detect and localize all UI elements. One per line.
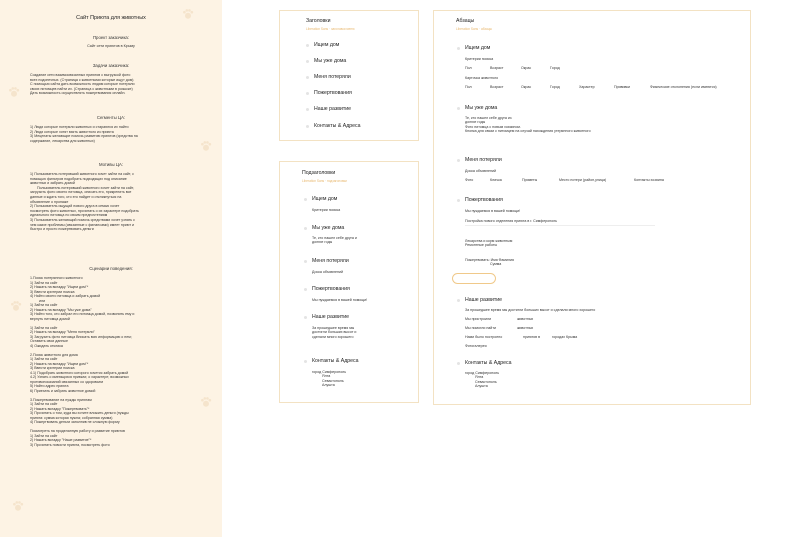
card-title: Заголовки (306, 18, 331, 24)
motives-text: 1) Пользователь потерявший животного хочет зайти на сайт, с помощью фильтров подобрать подходящих под описание животных и забрать домой Пользователь потерявший животного хочет зайти на сайт, загрузить фото своего питомца, описать его, прикрепить все данные и ждать того, кто его найдет и откликнуться на объявление о пропаже 2) Пользователь ищущий нового друга в семью хочет посмотреть фото животных, прочитать о их характере подобрать идеального питомца по своим предпочтениям 3) Пользователь желающий помочь средствами хочет узнать с чем какие проблемы (связанные с финансами) имеет приют и быстро и просто пожертвовать деньги (30, 172, 139, 232)
donation-items: Лекарства и корм животным Ремонтные работы (465, 239, 513, 248)
heading-item: Контакты & Адреса (314, 123, 361, 129)
ad-field: Кличка (490, 178, 502, 182)
heading-item: Наше развитие (314, 106, 352, 112)
filter-age: Возраст (490, 66, 504, 70)
subheading: Наше развитие (312, 314, 350, 320)
section-heading: Меня потеряли (465, 157, 502, 163)
subheading: Ищем дом (312, 196, 338, 202)
heading-item: Меня потеряли (314, 74, 351, 80)
subheading-text: Мы нуждаемся в вашей помощи! (312, 298, 368, 302)
segments-text: 1) Люди которые потеряли животных и стараются их найти 2) Люди которые хотят взять животного из приюта 3) Меценаты желающие помочь развитию приютов (средства на содержание, лекарства для животных) (30, 125, 138, 143)
ad-field: Приметы (522, 178, 538, 182)
section-heading: Ищем дом (465, 45, 491, 51)
donation-need: Мы нуждаемся в вашей помощи! (465, 209, 521, 213)
donation-form: Пожертвовать: Имя Фамилия Сумма (465, 258, 514, 267)
scenarios-heading: Сценарии поведения: (89, 266, 133, 271)
section-heading: Наше развитие (465, 297, 503, 303)
card-field: Окрас (521, 85, 532, 89)
paw-icon (12, 500, 24, 512)
subheading-text: Доска объявлений (312, 270, 343, 274)
subheadings-card (279, 161, 419, 403)
paragraphs-card (433, 10, 751, 405)
criteria-label: Критерии поиска (465, 57, 494, 61)
motives-heading: Мотивы ЦА: (98, 162, 124, 167)
card-field: Город (550, 85, 560, 89)
donation-target: Постройка нового отделения приюта в г. Симферополь (465, 219, 558, 223)
section-text: город Симферополь Ялта Севастополь Алушта (465, 371, 500, 389)
scenarios-text: 1.Поиск потерянного животного 1) Зайти на сайт 2) Нажать на вкладку "Ищем дом"* 3) Ввести критерии поиска 4) Найти своего питомца и забрать домой или 1) Зайти на сайт 2) Нажать на вкладку "Мы уже дома" 3) Найти того, кто забрал его питомца домой, позвонить ему и вернуть питомца домой 1) Зайти на сайт 2) Нажать на вкладку "Меня потеряли" 3) Загрузить фото питомца Вписать всю информацию о нем; Оставить свои данные 4) Ожидать отклика 2.Поиск животного для дома 1) Зайти на сайт 2) Нажать на вкладку "Ищем дом"* 3) Ввести критерии поиска 4.1) Подобрать животного которого хочется забрать домой 4.2) Узнать о имеющихся привках; о характере; возможных противопоказаний связанных со здоровьем 5) Найти адрес приюта 6) Приехать и забрать животное домой 3.Пожертвование на нужды приютам 1) Зайти на сайт 2) Нажать вкладку "Пожертвовать"* 3) Прочитать о том, куда вы хотите вложить деньги (нужды приюта: сумма которая нужна; собранная сумма) 4) Пожертвовать деньги заполнив не сложную форму Посмотреть на проделанную работу и развитие приютов 1) Зайти на сайт 2) Нажать вкладку "Наше развитие"* 3) Прочитать новости приюта, посмотреть фото (30, 276, 135, 447)
subheading-text: город Симферополь Ялта Севастополь Алушта (312, 370, 347, 388)
card-field: Прививки (614, 85, 630, 89)
stat-unit: животных (517, 317, 534, 321)
paw-icon (8, 86, 20, 98)
subheading-text: За прошедшее время мы достигли больших высот и сделали много хорошего (312, 326, 357, 339)
filter-color: Окрас (521, 66, 532, 70)
heading-item: Пожертвования (314, 90, 352, 96)
section-text: Доска объявлений (465, 169, 496, 173)
card-field: Характер (579, 85, 595, 89)
ad-field: Место потери (район,улица) (559, 178, 607, 182)
donate-button[interactable] (452, 273, 496, 284)
heading-item: Мы уже дома (314, 58, 347, 64)
subheading: Меня потеряли (312, 258, 349, 264)
ad-field: Фото (465, 178, 474, 182)
section-heading: Контакты & Адреса (465, 360, 512, 366)
section-heading: Пожертвования (465, 197, 503, 203)
card-field: Пол (465, 85, 472, 89)
card-title: Абзацы (456, 18, 475, 24)
page-title: Сайт Приюта для животных (76, 15, 146, 21)
section-text: Те, кто нашел себе друга из долгие годы Фото питомца с новым хозяином. Кнопка для связи с питомцем на случай нахождения утерянного животного (465, 116, 591, 134)
tasks-text: Создание сети взаимосвязанных приютов с выгрузкой фото всех подопечных. (Страница с животными которые ищут дом) С помощью сайта дать возможность людям которые потеряли своих питомцев найти их. (Страница с животными в розыске) Дать возможность осуществлять пожертвования онлайн. (30, 73, 135, 96)
card-title: Подзаголовки (302, 170, 336, 176)
stat-label: Мы пристроили (465, 317, 492, 321)
heading-item: Ищем дом (314, 42, 340, 48)
stat-label: Мы помогли найти (465, 326, 496, 330)
card-subtitle: Liberation Sans · абзацы (456, 27, 492, 31)
segments-heading: Сегменты ЦА: (96, 115, 126, 120)
filter-city: Город (550, 66, 560, 70)
gallery-label: Фотогалерея (465, 344, 487, 348)
stat-unit: городах Крыма (552, 335, 578, 339)
section-text: За прошедшее время мы достигли больших высот и сделали много хорошего (465, 308, 596, 312)
subheading: Мы уже дома (312, 225, 345, 231)
project-heading: Проект заказчика: (92, 35, 130, 40)
project-text: Сайт сети приютов в Крыму (87, 44, 135, 48)
section-heading: Мы уже дома (465, 105, 498, 111)
headings-card (279, 10, 419, 141)
card-field: Возраст (490, 85, 504, 89)
pet-card-label: Карточка животного (465, 76, 499, 80)
ad-field: Контакты хозяина (634, 178, 664, 182)
stat-label: Нами было построено (465, 335, 503, 339)
subheading-text: Те, кто нашел себе друга и долгие годы (312, 236, 357, 245)
paw-icon (10, 300, 22, 312)
stat-unit: животных (517, 326, 534, 330)
paw-icon (200, 396, 212, 408)
tasks-heading: Задачи заказчика: (92, 63, 130, 68)
paw-icon (200, 140, 212, 152)
card-subtitle: Liberation Sans · подзаголовки (302, 179, 347, 183)
subheading: Контакты & Адреса (312, 358, 359, 364)
subheading-text: Критерии поиска (312, 208, 341, 212)
brief-panel (0, 0, 222, 537)
donation-target-box (465, 217, 655, 226)
subheading: Пожертвования (312, 286, 350, 292)
card-field: Физические отклонения (если имеются) (650, 85, 717, 89)
stat-unit: приютов в (523, 335, 540, 339)
filter-sex: Пол (465, 66, 472, 70)
card-subtitle: Liberation Sans · заголовки меню (306, 27, 355, 31)
